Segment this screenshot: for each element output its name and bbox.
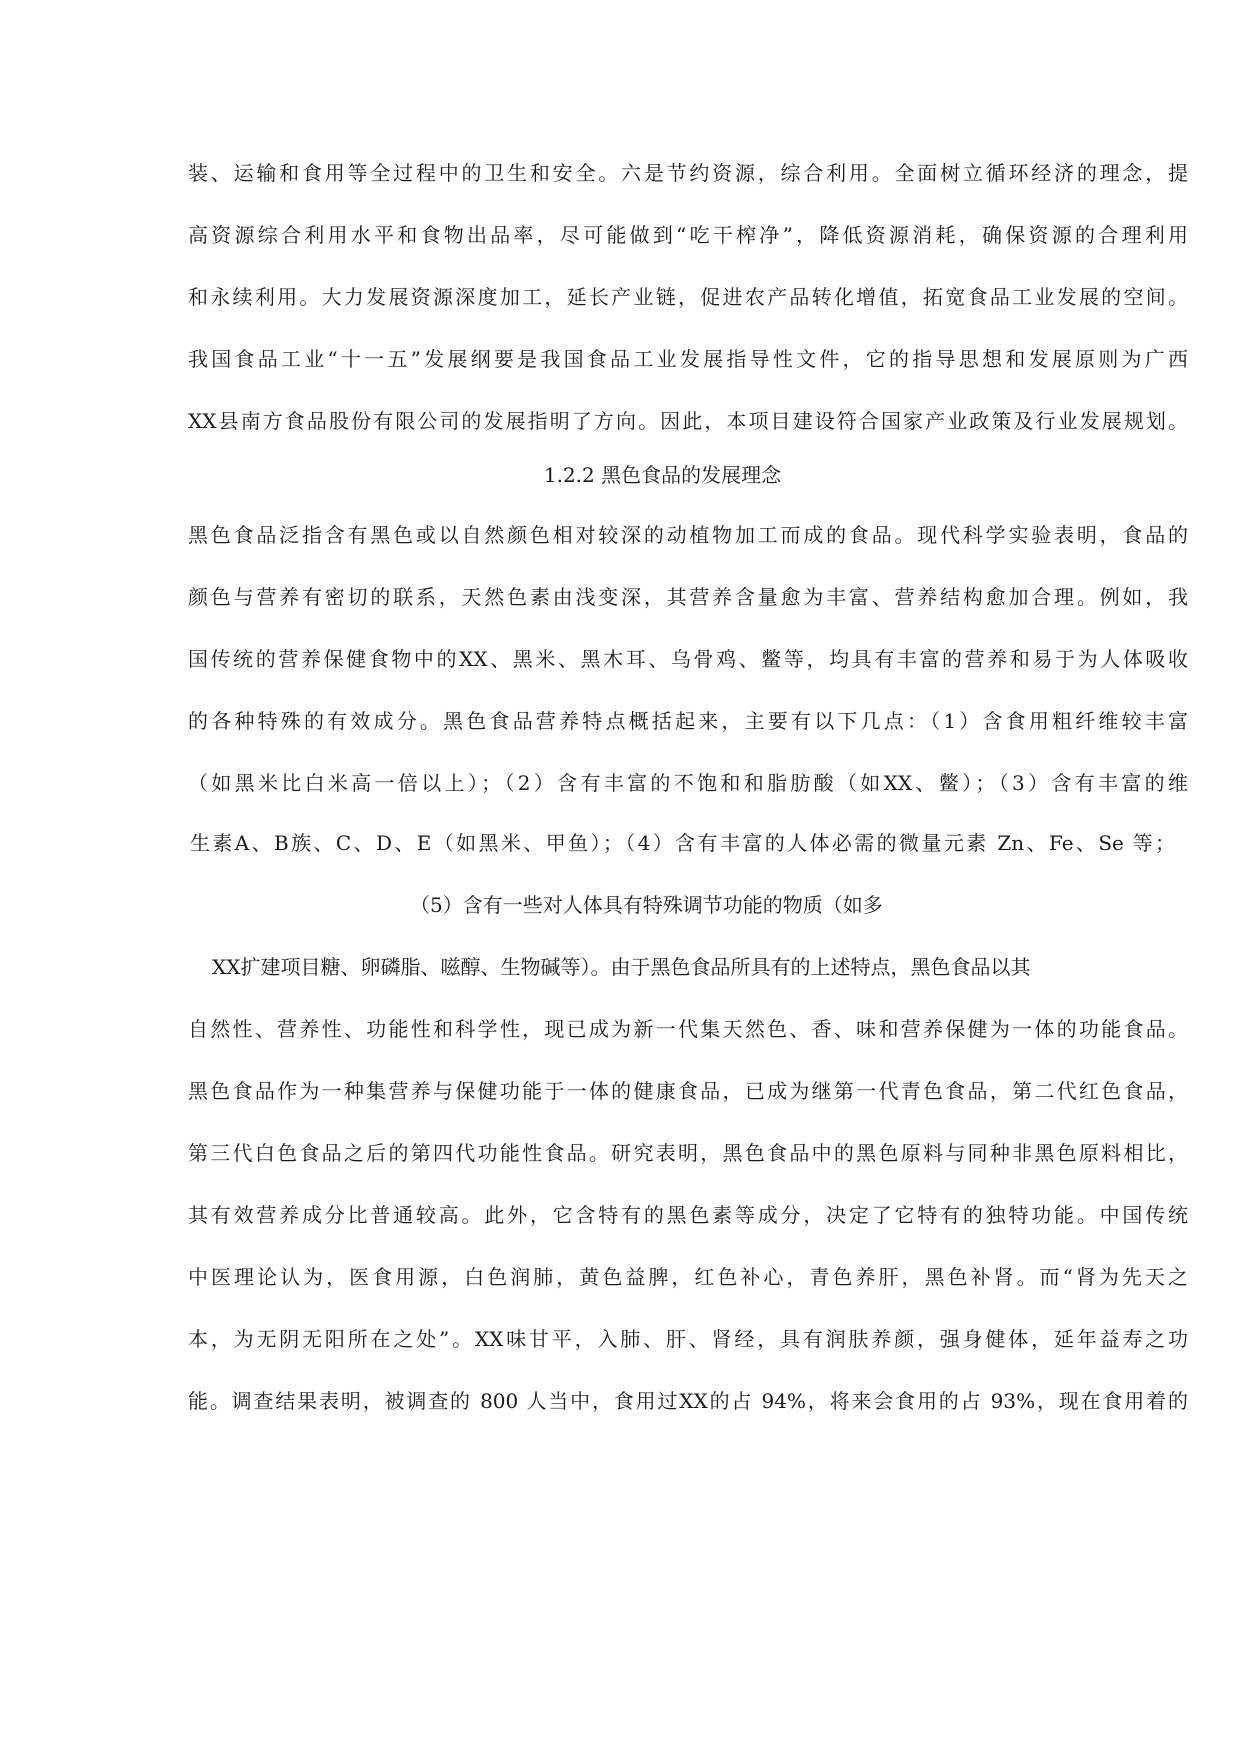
text-line: 第三代白色食品之后的第四代功能性食品。研究表明，黑色食品中的黑色原料与同种非黑色原料相比，	[188, 1141, 1188, 1165]
text-line: 自然性、营养性、功能性和科学性，现已成为新一代集天然色、香、味和营养保健为一体的功能食品。	[188, 1017, 1188, 1041]
text-line: 和永续利用。大力发展资源深度加工，延长产业链，促进农产品转化增值，拓宽食品工业发展的空间。	[188, 285, 1188, 309]
text-line: 的各种特殊的有效成分。黑色食品营养特点概括起来，主要有以下几点：（1）含食用粗纤维较丰富	[188, 709, 1188, 733]
text-line: 黑色食品泛指含有黑色或以自然颜色相对较深的动植物加工而成的食品。现代科学实验表明，食品的	[188, 523, 1188, 547]
text-line: 装、运输和食用等全过程中的卫生和安全。六是节约资源，综合利用。全面树立循环经济的理念，提	[188, 161, 1188, 185]
text-line: 国传统的营养保健食物中的XX、黑米、黑木耳、乌骨鸡、鳖等，均具有丰富的营养和易于为人体吸收	[188, 647, 1188, 671]
text-line: 其有效营养成分比普通较高。此外，它含特有的黑色素等成分，决定了它特有的独特功能。中国传统	[188, 1203, 1188, 1227]
text-line-centered: （5）含有一些对人体具有特殊调节功能的物质（如多	[410, 893, 883, 917]
text-line: 颜色与营养有密切的联系，天然色素由浅变深，其营养含量愈为丰富、营养结构愈加合理。例如，我	[188, 585, 1188, 609]
text-line: （如黑米比白米高一倍以上）；（2）含有丰富的不饱和和脂肪酸（如XX、鳖）；（3）含有丰富的维	[188, 771, 1188, 795]
text-line: 高资源综合利用水平和食物出品率，尽可能做到“吃干榨净”，降低资源消耗，确保资源的合理利用	[188, 223, 1188, 247]
text-line-indented: XX扩建项目糖、卵磷脂、嗞醇、生物碱等）。由于黑色食品所具有的上述特点，黑色食品以其	[212, 955, 1031, 979]
text-line: 本，为无阴无阳所在之处”。XX味甘平，入肺、肝、肾经，具有润肤养颜，强身健体，延年益寿之功	[188, 1327, 1188, 1351]
text-line: 我国食品工业“十一五”发展纲要是我国食品工业发展指导性文件，它的指导思想和发展原则为广西	[188, 347, 1188, 371]
section-heading: 1.2.2 黑色食品的发展理念	[543, 463, 782, 487]
text-line: 中医理论认为，医食用源，白色润肺，黄色益脾，红色补心，青色养肝，黑色补肾。而“肾为先天之	[188, 1265, 1188, 1289]
text-line: XX县南方食品股份有限公司的发展指明了方向。因此，本项目建设符合国家产业政策及行业发展规划。	[188, 409, 1188, 433]
text-line: 生素A、B族、C、D、E（如黑米、甲鱼）；（4）含有丰富的人体必需的微量元素 Zn、Fe、Se 等；	[190, 831, 1175, 855]
text-line: 能。调查结果表明，被调查的 800 人当中，食用过XX的占 94%，将来会食用的占 93%，现在食用着的	[188, 1389, 1188, 1413]
text-line: 黑色食品作为一种集营养与保健功能于一体的健康食品，已成为继第一代青色食品，第二代红色食品，	[188, 1079, 1188, 1103]
